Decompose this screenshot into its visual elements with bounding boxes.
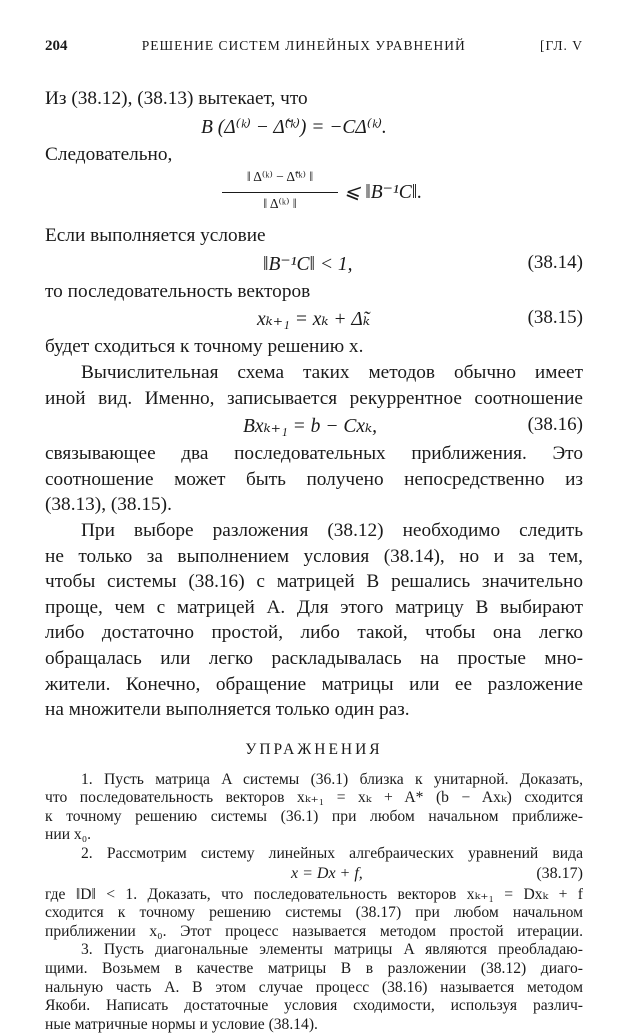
exercise-line: к точному решению системы (36.1) при любом начальном приближе- [45, 807, 583, 825]
text-line: иной вид. Именно, записывается рекуррентное соотношение [45, 387, 583, 409]
exercise-line: щими. Возьмем в качестве матрицы B в разложении (38.12) диаго- [45, 960, 583, 978]
text-line: то последовательность векторов [45, 280, 311, 302]
exercise-line: 3. Пусть диагональные элементы матрицы A являются преобладаю- [81, 941, 583, 959]
running-title: РЕШЕНИЕ СИСТЕМ ЛИНЕЙНЫХ УРАВНЕНИЙ [141, 38, 466, 53]
text-line: жители. Конечно, обращение матрицы или ее разложение [45, 673, 583, 695]
text-line: (38.13), (38.15). [45, 494, 172, 516]
text-line: либо достаточно простой, либо такой, чтобы она легко [45, 622, 583, 644]
page-number: 204 [45, 38, 68, 54]
text-line: на множители выполняется только один раз. [45, 699, 410, 721]
text-line: При выборе разложения (38.12) необходимо следить [81, 519, 583, 541]
exercise-line: Якоби. Написать достаточные условия сходимости, используя различ- [45, 997, 583, 1015]
exercise-line: 2. Рассмотрим систему линейных алгебраических уравнений вида [81, 845, 583, 863]
equation-number: (38.16) [527, 414, 583, 436]
fraction-formula [45, 167, 583, 223]
formula-row [45, 864, 583, 886]
exercise-line: нальную часть A. В этом случае процесс (38.16) называется методом [45, 978, 583, 996]
running-header [45, 38, 583, 60]
text-line: Если выполняется условие [45, 225, 266, 247]
formula: ‖B⁻¹C‖ < 1, [263, 253, 353, 275]
equation-number: (38.17) [536, 864, 583, 882]
text-line: соотношение может быть получено непосредственно из [45, 468, 583, 490]
formula: B (Δ⁽ᵏ⁾ − Δ̃⁽ᵏ⁾) = −CΔ⁽ᵏ⁾. [201, 116, 387, 138]
chapter-label: [ГЛ. V [540, 38, 583, 53]
formula: Bxₖ₊₁ = b − Cxₖ, [243, 416, 377, 438]
formula: xₖ₊₁ = xₖ + Δ̃ₖ [257, 309, 370, 331]
formula: x = Dx + f, [291, 864, 363, 882]
text-line: Вычислительная схема таких методов обычно имеет [81, 361, 583, 383]
equation-number: (38.15) [527, 307, 583, 329]
exercise-line: 1. Пусть матрица A системы (36.1) близка к унитарной. Доказать, [81, 770, 583, 788]
formula-row [45, 249, 583, 279]
fraction-numerator: ‖ Δ⁽ᵏ⁾ − Δ̃⁽ᵏ⁾ ‖ [246, 169, 314, 185]
exercise-line: приближении x₀. Этот процесс называется методом простой итерации. [45, 922, 583, 940]
text-line: связывающее два последовательных приближения. Это [45, 443, 583, 465]
exercise-line: сходится к точному решению системы (38.17) при любом начальном [45, 904, 583, 922]
exercises-title: УПРАЖНЕНИЯ [245, 740, 383, 758]
text-line: Из (38.12), (38.13) вытекает, что [45, 88, 308, 109]
formula-row [45, 304, 583, 334]
text-line: Следовательно, [45, 143, 173, 165]
exercise-line: где ‖D‖ < 1. Доказать, что последовательность векторов xₖ₊₁ = Dxₖ + f [45, 885, 583, 903]
text-line: не только за выполнением условия (38.14), но и за тем, [45, 545, 583, 567]
formula-row [45, 411, 583, 441]
exercise-line: что последовательность векторов xₖ₊₁ = xₖ + A* (b − Axₖ) сходится [45, 789, 583, 807]
fraction-denominator: ‖ Δ⁽ᵏ⁾ ‖ [263, 196, 297, 212]
fraction-rhs: ⩽ ‖B⁻¹C‖. [344, 182, 423, 204]
text-line: обращалась или легко раскладывалась на простые мно- [45, 647, 583, 669]
exercise-line: нии x₀. [45, 826, 92, 844]
book-page [45, 38, 583, 1034]
text-line: проще, чем с матрицей A. Для этого матрицу B выбирают [45, 596, 583, 618]
exercise-line: ные матричные нормы и условие (38.14). [45, 1015, 318, 1033]
text-line: будет сходиться к точному решению x. [45, 336, 364, 358]
equation-number: (38.14) [527, 251, 583, 273]
formula-row [45, 112, 583, 142]
fraction-bar [222, 192, 338, 193]
text-line: чтобы системы (38.16) с матрицей B решались значительно [45, 571, 583, 593]
